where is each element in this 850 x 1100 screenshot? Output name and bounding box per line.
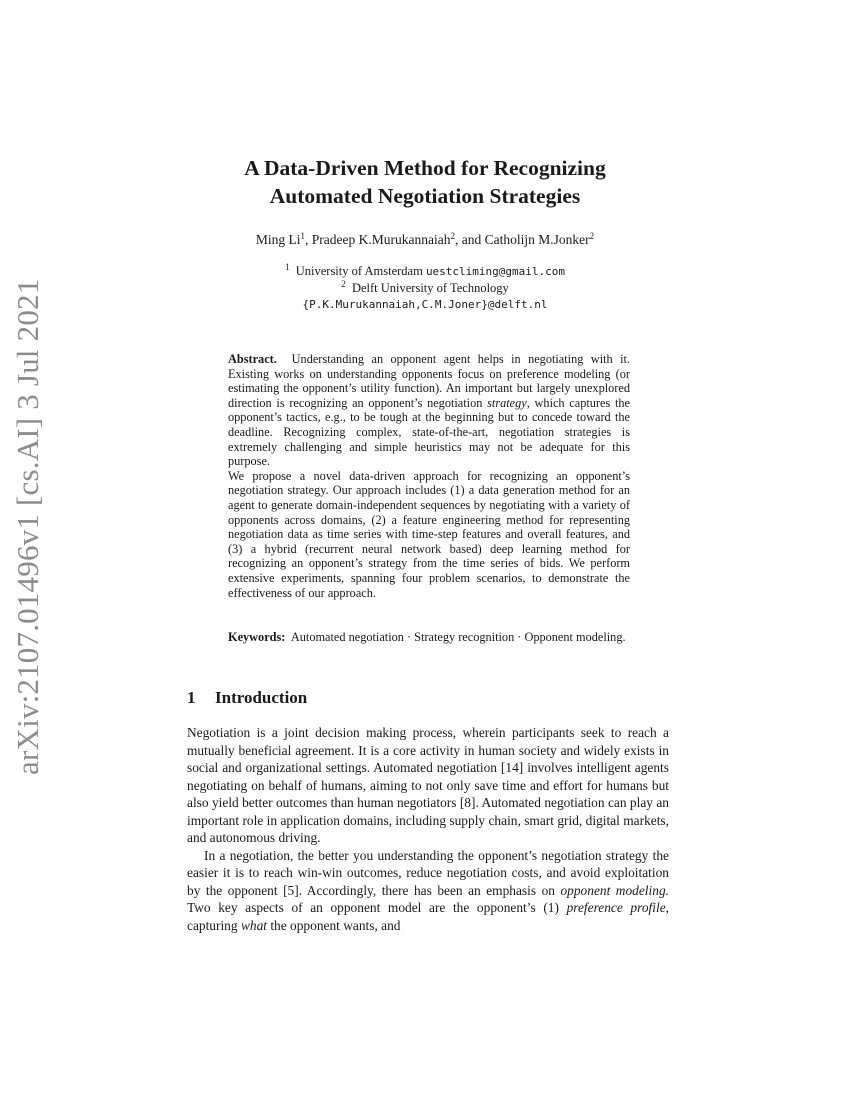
author-separator: , and (454, 232, 485, 247)
body-emphasis: what (240, 917, 267, 933)
author-name: Catholijn M.Jonker (484, 232, 590, 247)
affiliation-name: University of Amsterdam (295, 264, 423, 278)
abstract-paragraph-1 (228, 352, 630, 469)
author-separator: , (305, 232, 312, 247)
author-affiliation-mark: 2 (450, 231, 455, 241)
affiliation-name: Delft University of Technology (351, 281, 509, 295)
body-text: , capturing (187, 900, 669, 933)
affiliation-2 (120, 281, 730, 296)
introduction-body (187, 724, 669, 934)
abstract-paragraph-2: We propose a novel data-driven approach for recognizing an opponent’s negotiation strategy. Our approach includes (1) a data generation method for an agent to generate domain-independent sequences by negotiating with a variety of opponents across domains, (2) a feature engineering method for representing negotiation data as time series with time-step features and overall features, and (3) a hybrid (recurrent neural network based) deep learning method for recognizing an opponent’s strategy from the time series of bids. We perform extensive experiments, spanning four problem scenarios, to demonstrate the effectiveness of our approach. (228, 468, 630, 600)
section-title: Introduction (215, 688, 308, 707)
title-line-2: Automated Negotiation Strategies (269, 184, 581, 208)
body-emphasis: opponent modeling. (560, 882, 669, 898)
affiliation-mark: 2 (341, 279, 346, 289)
affiliation-emails (120, 297, 730, 312)
author-affiliation-mark: 1 (300, 231, 306, 241)
keywords-text: Automated negotiation · Strategy recognition · Opponent modeling. (290, 630, 626, 644)
abstract-text: , which captures the opponent’s tactics, e.g., to be tough at the beginning but to concede toward the deadline. Recognizing complex, state-of-the-art, negotiation strategies is extremely challenging and simple heuristics may not be adequate for this purpose. (228, 395, 630, 469)
body-emphasis: preference profile (566, 900, 666, 915)
body-paragraph-2 (187, 847, 669, 935)
body-text: the opponent wants, and (266, 917, 401, 933)
body-text: In a negotiation, the better you understanding the opponent’s negotiation strategy the easier it is to reach win-win outcomes, reduce negotiation costs, and avoid exploitation by the opponent [5]. Accordingly, there has been an emphasis on (187, 847, 669, 898)
author-email: uestcliming@gmail.com (425, 265, 566, 278)
keywords-label: Keywords: (228, 630, 286, 644)
abstract-label: Abstract. (228, 352, 277, 366)
author-name: Ming Li (255, 232, 301, 247)
title-line-1: A Data-Driven Method for Recognizing (244, 156, 606, 180)
author-list (120, 232, 730, 248)
body-text: Two key aspects of an opponent model are the opponent’s (1) (187, 900, 559, 915)
affiliation-mark: 1 (284, 262, 290, 272)
section-number: 1 (187, 688, 196, 707)
arxiv-identifier: arXiv:2107.01496v1 [cs.AI] 3 Jul 2021 (10, 278, 45, 775)
abstract (228, 352, 630, 600)
abstract-text: Understanding an opponent agent helps in negotiating with it. Existing works on understanding opponents focus on preference modeling (or estimating the opponent’s utility function). An important but largely unexplored direction is recognizing an opponent’s negotiation (228, 352, 630, 410)
author-affiliation-mark: 2 (589, 231, 595, 241)
paper-title (120, 154, 730, 210)
author-name: Pradeep K.Murukannaiah (311, 232, 451, 247)
author-emails: {P.K.Murukannaiah,C.M.Joner}@delft.nl (302, 298, 548, 311)
affiliation-1 (120, 264, 730, 279)
body-paragraph-1: Negotiation is a joint decision making process, wherein participants seek to reach a mutually beneficial agreement. It is a core activity in human society and widely exists in social and organizational settings. Automated negotiation [14] involves intelligent agents negotiating on behalf of humans, aiming to not only save time and effort for humans but also yield better outcomes than human negotiators [8]. Automated negotiation can play an important role in application domains, including supply chain, smart grid, digital markets, and autonomous driving. (187, 725, 669, 845)
section-heading (187, 688, 307, 708)
abstract-emphasis: strategy (487, 395, 527, 410)
keywords (228, 630, 630, 645)
